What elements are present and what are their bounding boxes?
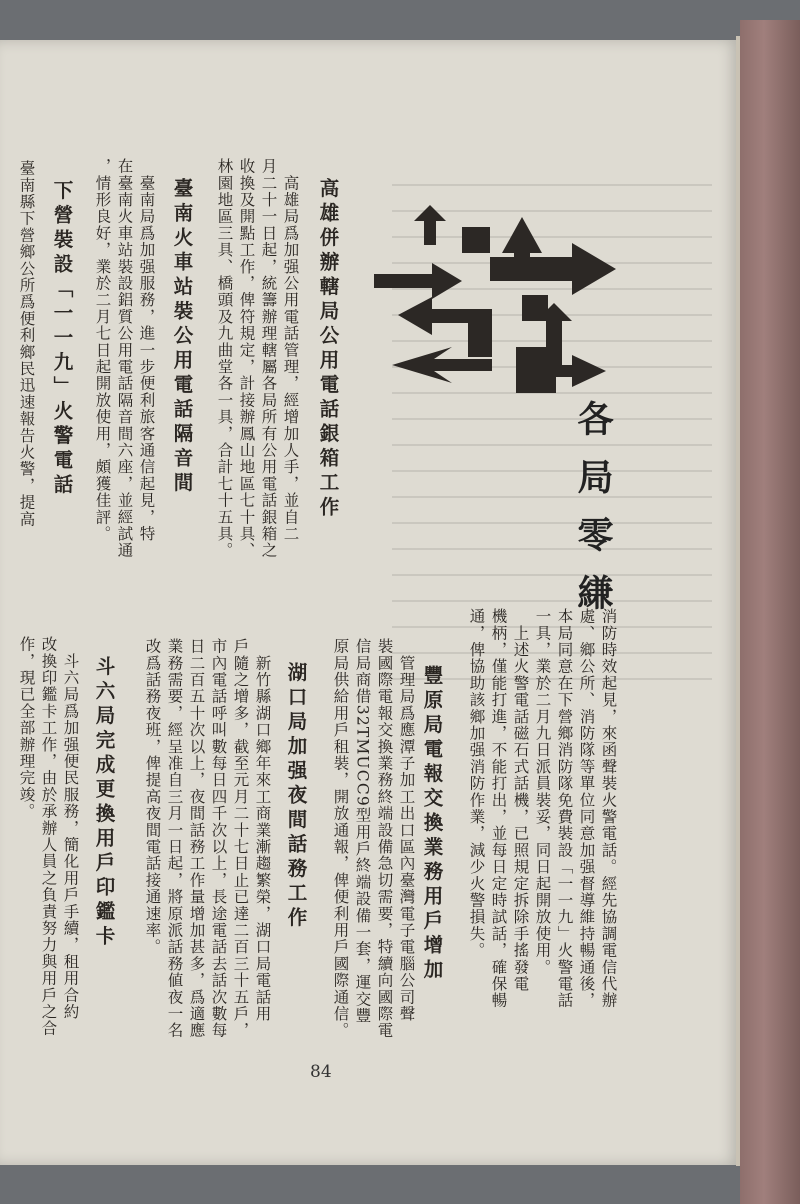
- article-text: 上述火警電話磁石式話機，已照規定拆除手搖發電: [511, 608, 530, 993]
- article-text: 臺南局爲加强服務，進一步便利旅客通信起見，特: [137, 158, 156, 543]
- article-text: 裝國際電報交換業務終端設備急切需要，特續向國際電: [375, 638, 394, 1039]
- article-title: 斗六局完成更換用戶印鑑卡: [92, 656, 116, 950]
- article-text: 作，現已全部辦理完竣。: [17, 636, 36, 820]
- article-text: 本局同意在下營鄉消防隊免費裝設「一一九」火警電話: [555, 608, 574, 1009]
- article-text: 在臺南火車站裝設鋁質公用電話隔音間六座，並經試通: [115, 158, 134, 559]
- article-text: 處、鄉公所、消防隊等單位同意加强督導維持暢通後，: [577, 608, 596, 1009]
- article-text: 日二百五十次以上，夜間話務工作量增加甚多，爲適應: [187, 638, 206, 1039]
- article-title: 湖口局加强夜間話務工作: [284, 662, 308, 932]
- section-title: 各局零縑: [572, 400, 614, 632]
- article-text: 臺南縣下營鄉公所爲便利鄉民迅速報告火警，提高: [17, 160, 36, 528]
- article-text: 高雄局爲加强公用電話管理，經增加人手，並自二: [281, 158, 300, 543]
- article-text: 通，俾協助該鄉加强消防作業，減少火警損失。: [467, 608, 486, 959]
- page-number: 84: [310, 1062, 332, 1082]
- article-text: 月二十一日起，統籌辦理轄屬各局所有公用電話銀箱之: [259, 158, 278, 559]
- article-title: 臺南火車站裝公用電話隔音間: [170, 178, 194, 497]
- article-text: 一具，業於二月九日派員裝妥，同日起開放使用。: [533, 608, 552, 976]
- article-text: 斗六局爲加强便民服務，簡化用戶手續，租用合約: [61, 636, 80, 1021]
- article-text: 改換印鑑卡工作，由於承辦人員之負責努力與用戶之合: [39, 636, 58, 1037]
- book-cover: [740, 20, 800, 1204]
- article-title: 下營裝設「一一九」火警電話: [50, 180, 74, 499]
- article-text: 管理局爲應潭子加工出口區內臺灣電子電腦公司聲: [397, 638, 416, 1023]
- article-text: ，情形良好，業於二月七日起開放使用，頗獲佳評。: [93, 158, 112, 543]
- article-text: 戶隨之增多，截至元月二十七日止已達二百三十五戶，: [231, 638, 250, 1039]
- article-title: 豐原局電報交換業務用戶增加: [420, 665, 444, 984]
- arrows-logo: [372, 197, 622, 402]
- article-text: 收換及開點工作，俾符規定，計接辦鳳山地區七十具、: [237, 158, 256, 559]
- article-title: 高雄併辦轄局公用電話銀箱工作: [316, 178, 340, 521]
- book-page: [0, 40, 740, 1165]
- article-text: 新竹縣湖口鄉年來工商業漸趨繁榮，湖口局電話用: [253, 638, 272, 1023]
- article-text: 原局供給用戶租裝，開放通報，俾便利用戶國際通信。: [331, 638, 350, 1039]
- article-text: 機柄，僅能打進，不能打出，並每日定時試話，確保暢: [489, 608, 508, 1009]
- article-text: 林園地區三具、橋頭及九曲堂各一具，合計七十五具。: [215, 158, 234, 559]
- article-text: 信局商借32TMUCC9型用戶終端設備一套，運交豐: [353, 638, 372, 1025]
- article-text: 改爲話務夜班，俾提高夜間電話接通速率。: [143, 638, 162, 956]
- article-text: 業務需要，經呈准自三月一日起，將原派話務値夜一名: [165, 638, 184, 1039]
- article-text: 消防時效起見，來函聲裝火警電話。經先協調電信代辦: [599, 608, 618, 1009]
- article-text: 市內電話呼叫數每日四千次以上，長途電話去話次數每: [209, 638, 228, 1039]
